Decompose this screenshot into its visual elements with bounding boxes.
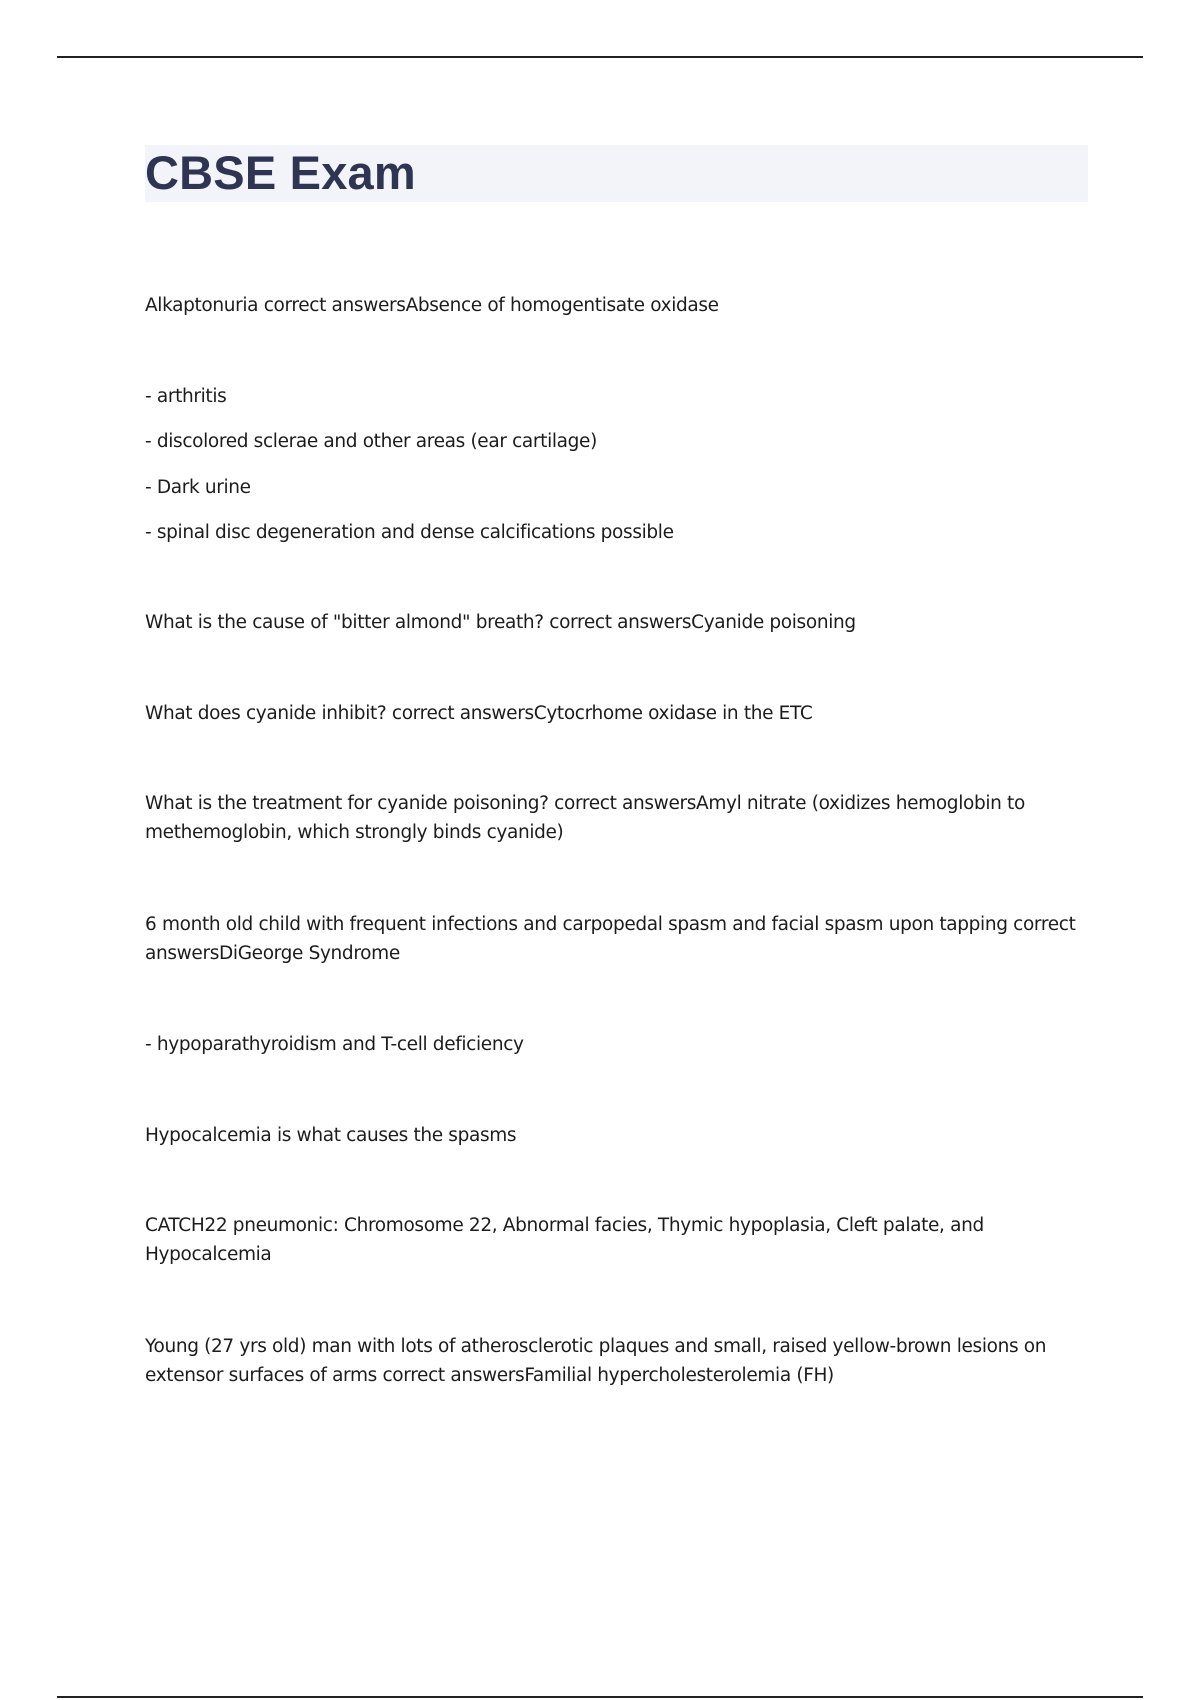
note-hypocalcemia: Hypocalcemia is what causes the spasms <box>145 1125 517 1146</box>
note-catch22: CATCH22 pneumonic: Chromosome 22, Abnormal facies, Thymic hypoplasia, Cleft palate, and Hypocalcemia <box>145 1215 984 1265</box>
qa-digeorge: 6 month old child with frequent infections and carpopedal spasm and facial spasm upon tapping correct answersDiGeorge Syndrome <box>145 914 1076 964</box>
page-title: CBSE Exam <box>145 146 416 199</box>
bullet-dark-urine: - Dark urine <box>145 477 251 498</box>
header-rule <box>57 56 1143 58</box>
bullet-arthritis: - arthritis <box>145 386 227 407</box>
bullet-hypoparathyroidism: - hypoparathyroidism and T-cell deficiency <box>145 1034 524 1055</box>
qa-cyanide-treatment: What is the treatment for cyanide poisoning? correct answersAmyl nitrate (oxidizes hemoglobin to methemoglobin, which strongly binds cyanide) <box>145 793 1025 843</box>
footer-rule <box>57 1696 1143 1698</box>
qa-alkaptonuria: Alkaptonuria correct answersAbsence of homogentisate oxidase <box>145 295 719 316</box>
bullet-spinal-disc: - spinal disc degeneration and dense calcifications possible <box>145 522 674 543</box>
qa-bitter-almond: What is the cause of "bitter almond" breath? correct answersCyanide poisoning <box>145 612 856 633</box>
bullet-discolored-sclerae: - discolored sclerae and other areas (ear cartilage) <box>145 431 597 452</box>
qa-cyanide-inhibit: What does cyanide inhibit? correct answersCytocrhome oxidase in the ETC <box>145 703 813 724</box>
qa-familial-hypercholesterolemia: Young (27 yrs old) man with lots of atherosclerotic plaques and small, raised yellow-brown lesions on extensor surfaces of arms correct answersFamilial hypercholesterolemia (FH) <box>145 1336 1047 1386</box>
